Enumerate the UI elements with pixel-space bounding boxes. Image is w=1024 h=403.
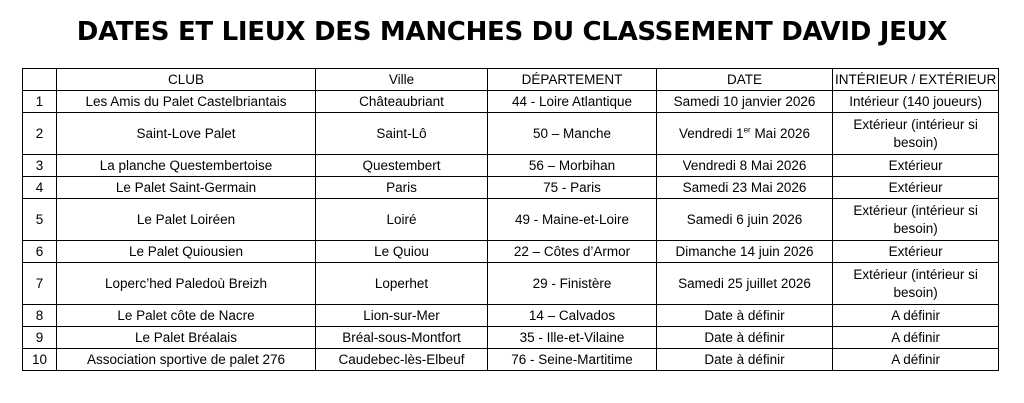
cell-date xyxy=(657,91,833,113)
table-row xyxy=(23,305,999,327)
header-interieur-exterieur: INTÉRIEUR / EXTÉRIEUR xyxy=(833,69,999,91)
cell-departement: 56 – Morbihan xyxy=(488,155,657,177)
cell-departement: 14 – Calvados xyxy=(488,305,657,327)
table-row xyxy=(23,327,999,349)
cell-interieur-exterieur: Intérieur (140 joueurs) xyxy=(833,91,999,113)
cell-ville: Loiré xyxy=(316,199,488,241)
cell-departement: 35 - Ille-et-Vilaine xyxy=(488,327,657,349)
cell-ville: Caudebec-lès-Elbeuf xyxy=(316,349,488,371)
cell-num: 5 xyxy=(23,199,57,241)
cell-ville: Bréal-sous-Montfort xyxy=(316,327,488,349)
cell-num: 8 xyxy=(23,305,57,327)
cell-interieur-exterieur: A définir xyxy=(833,305,999,327)
cell-num: 10 xyxy=(23,349,57,371)
cell-interieur-exterieur: A définir xyxy=(833,327,999,349)
cell-club: La planche Questembertoise xyxy=(57,155,316,177)
rounds-table xyxy=(22,68,999,371)
cell-date xyxy=(657,305,833,327)
table-row xyxy=(23,155,999,177)
cell-departement: 50 – Manche xyxy=(488,113,657,155)
header-ville: Ville xyxy=(316,69,488,91)
date-text-rest: Mai 2026 xyxy=(750,125,810,141)
cell-interieur-exterieur: Extérieur xyxy=(833,241,999,263)
cell-interieur-exterieur: Extérieur xyxy=(833,177,999,199)
header-num xyxy=(23,69,57,91)
cell-interieur-exterieur: Extérieur (intérieur si besoin) xyxy=(833,113,999,155)
cell-num: 4 xyxy=(23,177,57,199)
page-title: DATES ET LIEUX DES MANCHES DU CLASSEMENT DAVID JEUX xyxy=(76,17,948,47)
cell-date xyxy=(657,177,833,199)
cell-club: Le Palet Quiousien xyxy=(57,241,316,263)
cell-interieur-exterieur: Extérieur xyxy=(833,155,999,177)
cell-ville: Paris xyxy=(316,177,488,199)
cell-departement: 29 - Finistère xyxy=(488,263,657,305)
table-row xyxy=(23,113,999,155)
cell-date xyxy=(657,263,833,305)
cell-interieur-exterieur: Extérieur (intérieur si besoin) xyxy=(833,199,999,241)
cell-num: 7 xyxy=(23,263,57,305)
cell-departement: 22 – Côtes d’Armor xyxy=(488,241,657,263)
cell-club: Les Amis du Palet Castelbriantais xyxy=(57,91,316,113)
date-ordinal-suffix: er xyxy=(743,125,751,134)
cell-num: 3 xyxy=(23,155,57,177)
cell-club: Association sportive de palet 276 xyxy=(57,349,316,371)
cell-departement: 44 - Loire Atlantique xyxy=(488,91,657,113)
date-text: Samedi 6 juin 2026 xyxy=(686,211,803,227)
cell-ville: Saint-Lô xyxy=(316,113,488,155)
cell-club: Le Palet Bréalais xyxy=(57,327,316,349)
cell-interieur-exterieur: Extérieur (intérieur si besoin) xyxy=(833,263,999,305)
cell-ville: Questembert xyxy=(316,155,488,177)
cell-departement: 49 - Maine-et-Loire xyxy=(488,199,657,241)
table-row xyxy=(23,91,999,113)
table-row xyxy=(23,349,999,371)
cell-club: Loperc’hed Paledoù Breizh xyxy=(57,263,316,305)
cell-club: Saint-Love Palet xyxy=(57,113,316,155)
cell-num: 2 xyxy=(23,113,57,155)
table-header-row xyxy=(23,69,999,91)
date-text: Vendredi 8 Mai 2026 xyxy=(682,157,807,173)
cell-club: Le Palet côte de Nacre xyxy=(57,305,316,327)
date-text: Date à définir xyxy=(704,307,785,323)
table-row xyxy=(23,263,999,305)
cell-departement: 76 - Seine-Martitime xyxy=(488,349,657,371)
cell-date xyxy=(657,113,833,155)
date-text: Samedi 23 Mai 2026 xyxy=(682,179,807,195)
cell-date xyxy=(657,199,833,241)
date-text: Dimanche 14 juin 2026 xyxy=(675,243,814,259)
cell-ville: Le Quiou xyxy=(316,241,488,263)
cell-num: 6 xyxy=(23,241,57,263)
cell-ville: Loperhet xyxy=(316,263,488,305)
cell-date xyxy=(657,155,833,177)
date-text: Date à définir xyxy=(704,351,785,367)
rounds-table-body xyxy=(23,69,999,371)
cell-ville: Lion-sur-Mer xyxy=(316,305,488,327)
cell-num: 1 xyxy=(23,91,57,113)
cell-interieur-exterieur: A définir xyxy=(833,349,999,371)
header-departement: DÉPARTEMENT xyxy=(488,69,657,91)
cell-club: Le Palet Loiréen xyxy=(57,199,316,241)
cell-num: 9 xyxy=(23,327,57,349)
date-text: Vendredi 1 xyxy=(679,125,744,141)
date-text: Date à définir xyxy=(704,329,785,345)
header-date: DATE xyxy=(657,69,833,91)
header-club: CLUB xyxy=(57,69,316,91)
cell-departement: 75 - Paris xyxy=(488,177,657,199)
cell-club: Le Palet Saint-Germain xyxy=(57,177,316,199)
date-text: Samedi 25 juillet 2026 xyxy=(678,275,811,291)
cell-date xyxy=(657,327,833,349)
cell-date xyxy=(657,349,833,371)
table-row xyxy=(23,177,999,199)
table-row xyxy=(23,241,999,263)
date-text: Samedi 10 janvier 2026 xyxy=(673,93,816,109)
cell-date xyxy=(657,241,833,263)
cell-ville: Châteaubriant xyxy=(316,91,488,113)
table-row xyxy=(23,199,999,241)
